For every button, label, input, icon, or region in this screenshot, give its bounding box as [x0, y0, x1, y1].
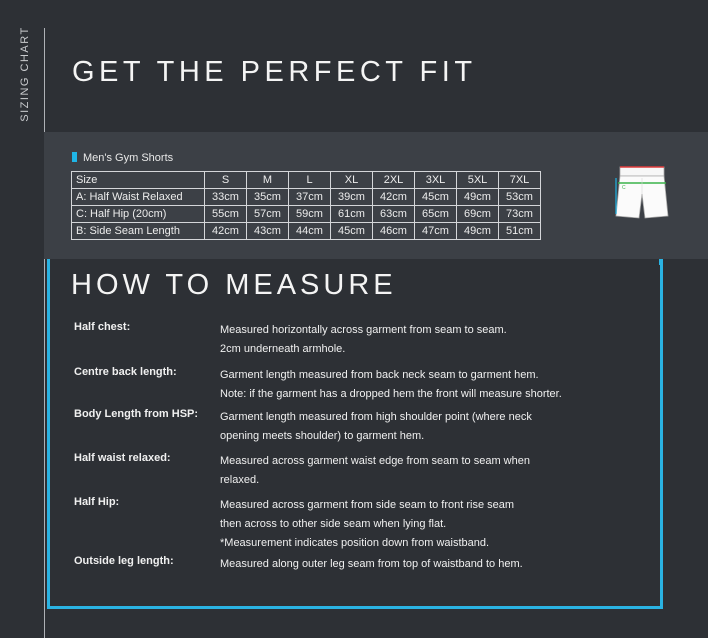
definition-line: Measured along outer leg seam from top of waistband to hem. — [220, 558, 523, 570]
how-to-measure-title: HOW TO MEASURE — [71, 269, 397, 301]
definition-line: *Measurement indicates position down from waistband. — [220, 537, 490, 549]
definition-line: opening meets shoulder) to garment hem. — [220, 430, 425, 442]
measurement-label: A: Half Waist Relaxed — [72, 189, 205, 206]
frame-corner — [659, 259, 662, 265]
measurement-value: 44cm — [289, 223, 331, 240]
measurement-label: B: Side Seam Length — [72, 223, 205, 240]
definition-line: relaxed. — [220, 474, 260, 486]
product-name: Men's Gym Shorts — [83, 152, 174, 164]
definition-line: Garment length measured from high shoulder point (where neck — [220, 411, 532, 423]
size-header-cell: S — [205, 172, 247, 189]
product-title — [72, 152, 173, 164]
measurement-value: 57cm — [247, 206, 289, 223]
measure-definition — [220, 452, 640, 490]
size-header-cell: 3XL — [415, 172, 457, 189]
measurement-value: 65cm — [415, 206, 457, 223]
measurement-value: 39cm — [331, 189, 373, 206]
measure-term: Half chest: — [74, 321, 131, 333]
measurement-value: 42cm — [373, 189, 415, 206]
measure-term: Outside leg length: — [74, 555, 174, 567]
measurement-value: 53cm — [499, 189, 541, 206]
measure-definition — [220, 408, 640, 446]
measurement-label: C: Half Hip (20cm) — [72, 206, 205, 223]
size-table-header — [72, 172, 541, 189]
definition-line: Measured horizontally across garment from seam to seam. — [220, 324, 507, 336]
size-header-cell: 5XL — [457, 172, 499, 189]
definition-line: then across to other side seam when lying flat. — [220, 518, 447, 530]
measurement-value: 47cm — [415, 223, 457, 240]
table-row — [72, 206, 541, 223]
measurement-value: 35cm — [247, 189, 289, 206]
page-title: GET THE PERFECT FIT — [72, 56, 477, 88]
measurement-value: 59cm — [289, 206, 331, 223]
definition-line: Garment length measured from back neck seam to garment hem. — [220, 369, 539, 381]
measure-definition — [220, 321, 640, 359]
size-header-cell: XL — [331, 172, 373, 189]
measure-definition — [220, 496, 640, 553]
accent-square-icon — [72, 152, 77, 162]
measure-term: Body Length from HSP: — [74, 408, 199, 420]
measure-term: Centre back length: — [74, 366, 177, 378]
definition-line: 2cm underneath armhole. — [220, 343, 346, 355]
measurement-value: 33cm — [205, 189, 247, 206]
measurement-value: 37cm — [289, 189, 331, 206]
measure-definition — [220, 366, 640, 404]
size-header-cell: 7XL — [499, 172, 541, 189]
measurement-value: 46cm — [373, 223, 415, 240]
measure-term: Half Hip: — [74, 496, 120, 508]
measure-term: Half waist relaxed: — [74, 452, 171, 464]
definition-line: Note: if the garment has a dropped hem the front will measure shorter. — [220, 388, 562, 400]
measurement-value: 69cm — [457, 206, 499, 223]
measurement-value: 45cm — [415, 189, 457, 206]
measurement-value: 49cm — [457, 189, 499, 206]
measurement-value: 43cm — [247, 223, 289, 240]
size-table — [71, 171, 541, 240]
size-column-label: Size — [72, 172, 205, 189]
size-header-cell: 2XL — [373, 172, 415, 189]
definition-line: Measured across garment from side seam to front rise seam — [220, 499, 515, 511]
measure-definition — [220, 555, 640, 574]
size-header-cell: M — [247, 172, 289, 189]
measurement-value: 51cm — [499, 223, 541, 240]
measurement-value: 63cm — [373, 206, 415, 223]
vertical-divider — [44, 28, 45, 638]
svg-text:C: C — [622, 185, 626, 191]
measurement-value: 61cm — [331, 206, 373, 223]
measurement-value: 49cm — [457, 223, 499, 240]
definition-line: Measured across garment waist edge from seam to seam when — [220, 455, 530, 467]
side-label-text: SIZING CHART — [19, 26, 31, 122]
table-row — [72, 223, 541, 240]
shorts-icon — [612, 164, 672, 226]
table-row — [72, 189, 541, 206]
measurement-value: 55cm — [205, 206, 247, 223]
measurement-value: 73cm — [499, 206, 541, 223]
size-header-cell: L — [289, 172, 331, 189]
measurement-value: 45cm — [331, 223, 373, 240]
side-label — [4, 28, 42, 138]
measurement-value: 42cm — [205, 223, 247, 240]
